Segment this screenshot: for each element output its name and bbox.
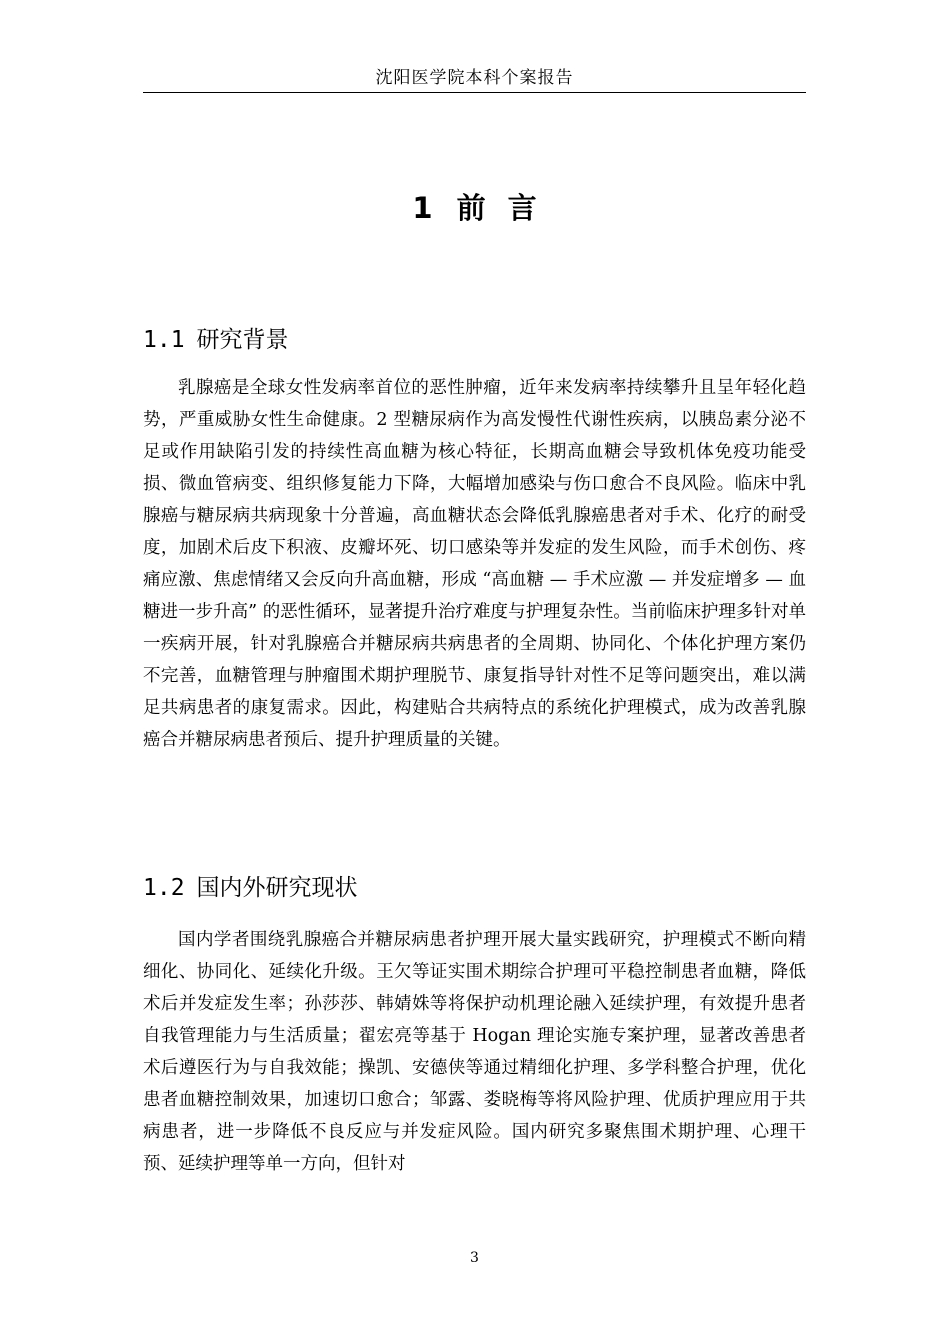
section-title: 国内外研究现状 [196, 875, 358, 901]
header-title: 沈阳医学院本科个案报告 [375, 68, 574, 88]
chapter-number: 1 [412, 191, 433, 225]
chapter-title-word: 言 [507, 191, 537, 225]
body-paragraph-research-status: 国内学者围绕乳腺癌合并糖尿病患者护理开展大量实践研究，护理模式不断向精细化、协同化、延续化升级。王欠等证实围术期综合护理可平稳控制患者血糖，降低术后并发症发生率；孙莎莎、韩婧姝等将保护动机理论融入延续护理，有效提升患者自我管理能力与生活质量；翟宏亮等基于 Hogan 理论实施专案护理，显著改善患者术后遵医行为与自我效能；操凯、安德侠等通过精细化护理、多学科整合护理，优化患者血糖控制效果，加速切口愈合；邹露、娄晓梅等将风险护理、优质护理应用于共病患者，进一步降低不良反应与并发症风险。国内研究多聚焦围术期护理、心理干预、延续护理等单一方向，但针对 [143, 930, 806, 1174]
section-title: 研究背景 [196, 327, 289, 353]
page-number: 3 [470, 1250, 479, 1266]
section-heading-background [143, 324, 806, 356]
section-number: 1.1 [143, 327, 185, 353]
chapter-title [143, 188, 806, 228]
section-heading-research-status [143, 872, 806, 904]
page-header [143, 66, 806, 93]
chapter-title-word: 前 [456, 191, 486, 225]
section-number: 1.2 [143, 875, 185, 901]
body-paragraph-background: 乳腺癌是全球女性发病率首位的恶性肿瘤，近年来发病率持续攀升且呈年轻化趋势，严重威胁女性生命健康。2 型糖尿病作为高发慢性代谢性疾病，以胰岛素分泌不足或作用缺陷引发的持续性高血糖为核心特征，长期高血糖会导致机体免疫功能受损、微血管病变、组织修复能力下降，大幅增加感染与伤口愈合不良风险。临床中乳腺癌与糖尿病共病现象十分普遍，高血糖状态会降低乳腺癌患者对手术、化疗的耐受度，加剧术后皮下积液、皮瓣坏死、切口感染等并发症的发生风险，而手术创伤、疼痛应激、焦虑情绪又会反向升高血糖，形成 “高血糖 — 手术应激 — 并发症增多 — 血糖进一步升高” 的恶性循环，显著提升治疗难度与护理复杂性。当前临床护理多针对单一疾病开展，针对乳腺癌合并糖尿病共病患者的全周期、协同化、个体化护理方案仍不完善，血糖管理与肿瘤围术期护理脱节、康复指导针对性不足等问题突出，难以满足共病患者的康复需求。因此，构建贴合共病特点的系统化护理模式，成为改善乳腺癌合并糖尿病患者预后、提升护理质量的关键。 [143, 378, 806, 750]
